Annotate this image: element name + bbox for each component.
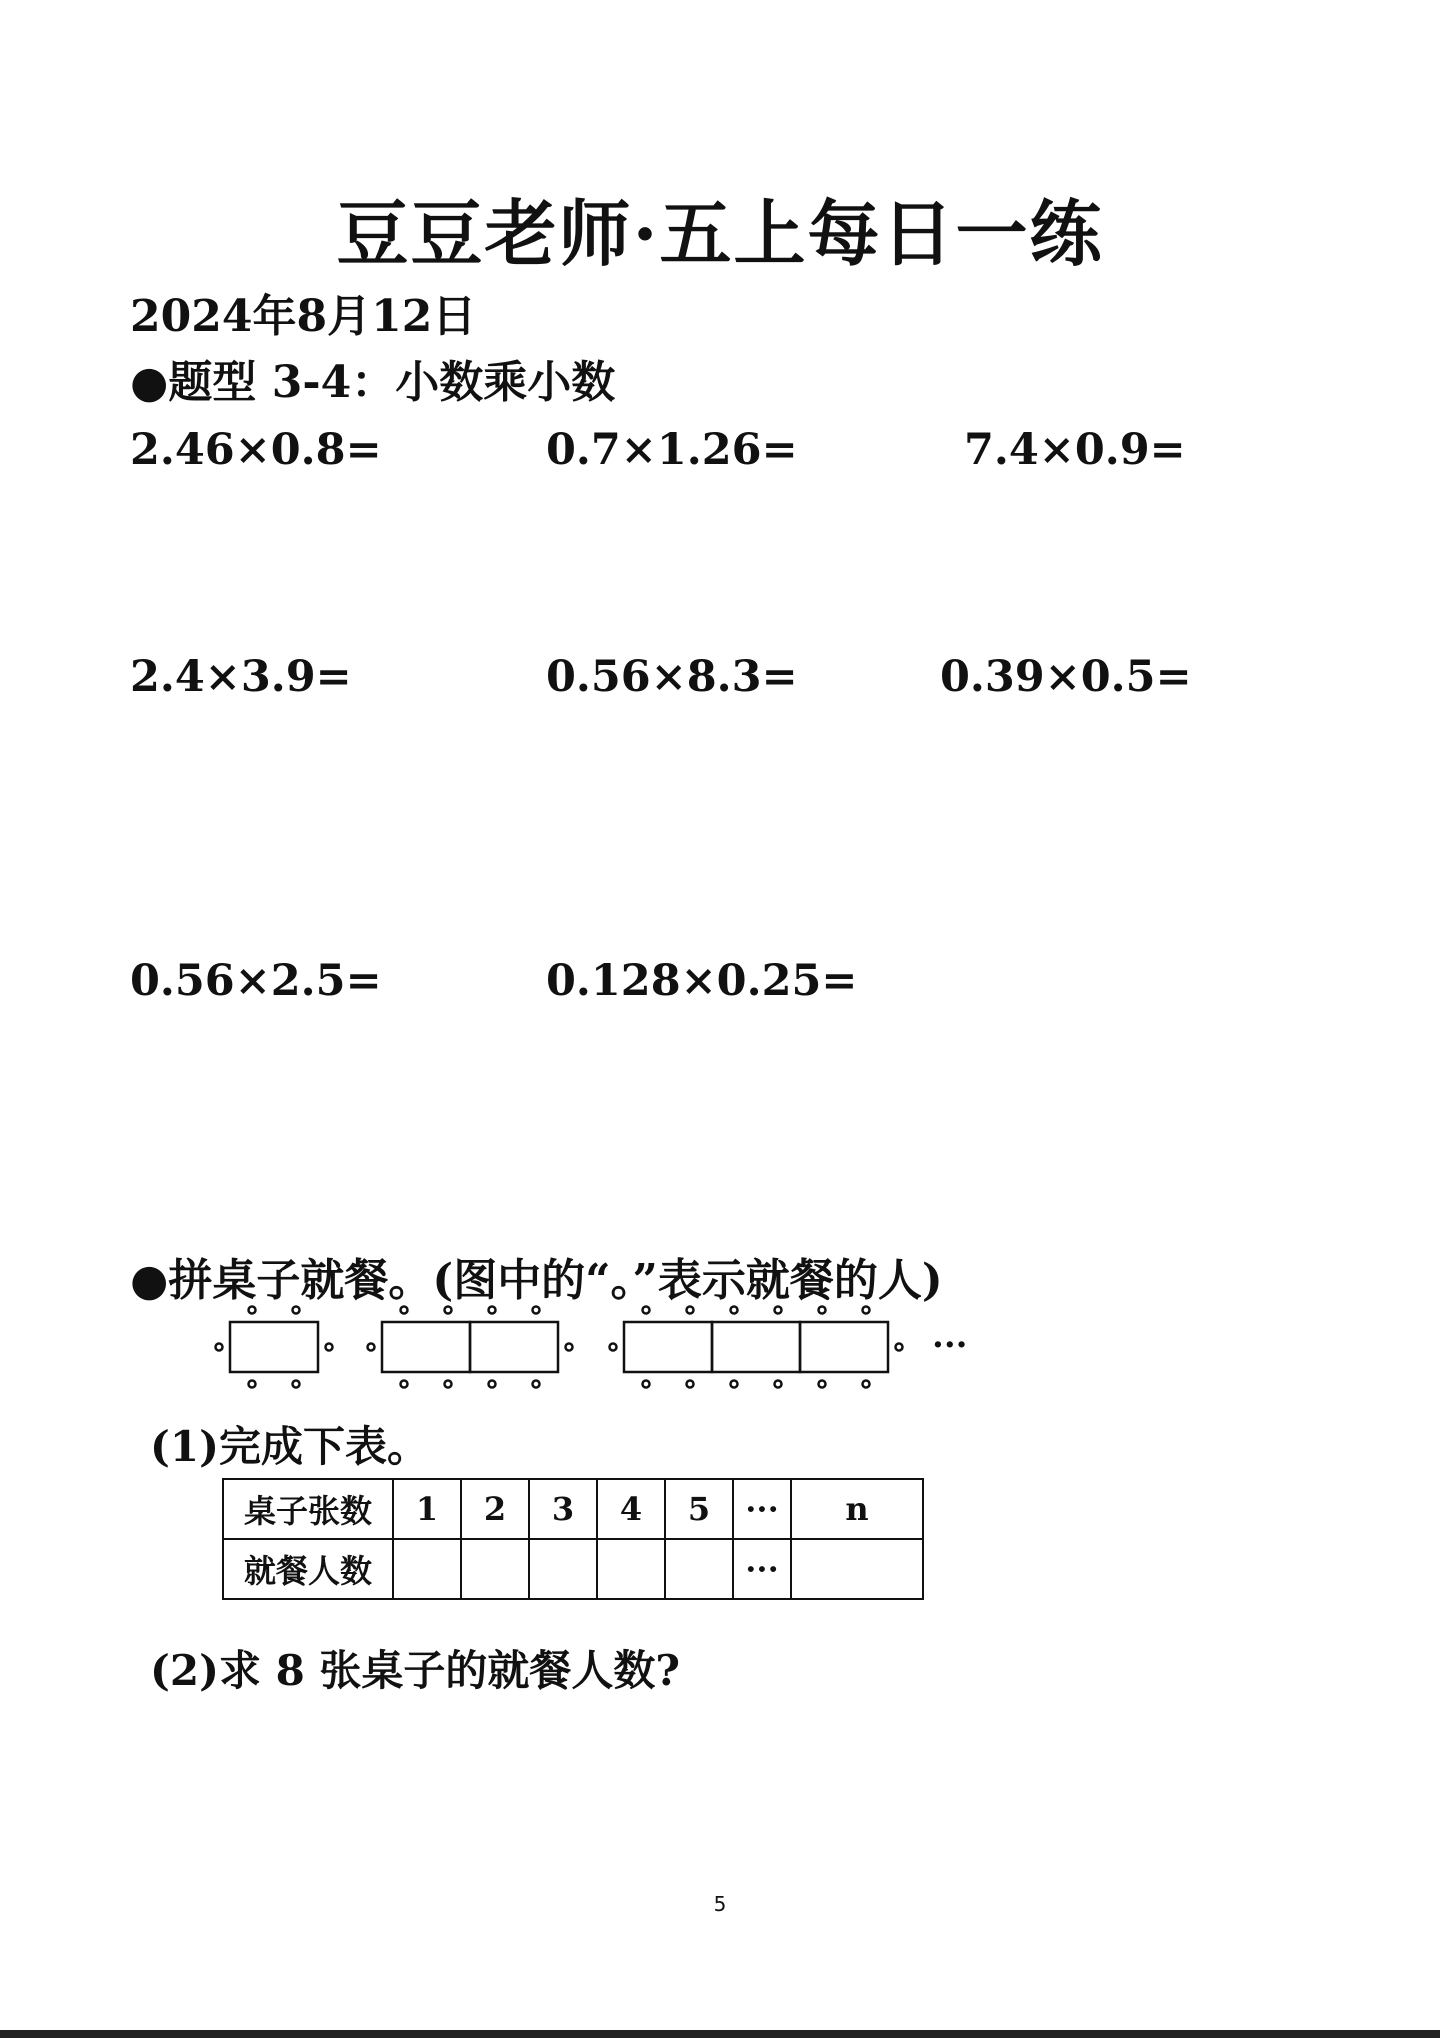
person-dot (216, 1344, 223, 1351)
question-1: (1)完成下表。 (150, 1422, 429, 1471)
table-rect (624, 1322, 712, 1372)
person-dot (731, 1307, 738, 1314)
seating-table (222, 1478, 924, 1600)
table-rect (230, 1322, 318, 1372)
person-dot (533, 1307, 540, 1314)
row-header-diners: 就餐人数 (223, 1539, 393, 1599)
table-seating-diagram (200, 1300, 1000, 1400)
bottom-edge-bar (0, 2030, 1440, 2038)
column-header: 1 (393, 1479, 461, 1539)
problem-2: 0.7×1.26= (546, 425, 798, 475)
problem-4: 2.4×3.9= (130, 652, 352, 702)
person-dot (249, 1307, 256, 1314)
person-dot (819, 1307, 826, 1314)
person-dot (401, 1307, 408, 1314)
person-dot (863, 1307, 870, 1314)
person-dot (687, 1381, 694, 1388)
column-header: 4 (597, 1479, 665, 1539)
row-header-tables: 桌子张数 (223, 1479, 393, 1539)
problem-5: 0.56×8.3= (546, 652, 798, 702)
problem-7: 0.56×2.5= (130, 956, 382, 1006)
answer-cell (665, 1539, 733, 1599)
answer-cell (791, 1539, 923, 1599)
column-header: 2 (461, 1479, 529, 1539)
problem-1: 2.46×0.8= (130, 425, 382, 475)
table-rect (470, 1322, 558, 1372)
problem-3: 7.4×0.9= (964, 425, 1186, 475)
table-rect (800, 1322, 888, 1372)
problem-6: 0.39×0.5= (940, 652, 1192, 702)
diagram-ellipsis: ··· (932, 1325, 968, 1365)
table-rect (382, 1322, 470, 1372)
page-number: 5 (713, 1892, 727, 1916)
column-header: ··· (733, 1479, 791, 1539)
ellipsis-cell: ··· (733, 1539, 791, 1599)
table-rect (712, 1322, 800, 1372)
person-dot (489, 1307, 496, 1314)
person-dot (643, 1307, 650, 1314)
person-dot (489, 1381, 496, 1388)
person-dot (249, 1381, 256, 1388)
person-dot (687, 1307, 694, 1314)
column-header: 3 (529, 1479, 597, 1539)
person-dot (445, 1307, 452, 1314)
date-line: 2024年8月12日 (130, 291, 477, 342)
person-dot (775, 1381, 782, 1388)
answer-cell (597, 1539, 665, 1599)
person-dot (293, 1381, 300, 1388)
section-heading-decimal-multiplication: ●题型 3-4：小数乘小数 (130, 357, 616, 408)
person-dot (445, 1381, 452, 1388)
person-dot (566, 1344, 573, 1351)
person-dot (293, 1307, 300, 1314)
answer-cell (393, 1539, 461, 1599)
person-dot (731, 1381, 738, 1388)
page-title: 豆豆老师·五上每日一练 (336, 191, 1104, 276)
person-dot (401, 1381, 408, 1388)
question-2: (2)求 8 张桌子的就餐人数? (150, 1646, 681, 1695)
person-dot (863, 1381, 870, 1388)
person-dot (326, 1344, 333, 1351)
answer-cell (461, 1539, 529, 1599)
answer-cell (529, 1539, 597, 1599)
person-dot (896, 1344, 903, 1351)
person-dot (819, 1381, 826, 1388)
section-heading-table-seating: ●拼桌子就餐。(图中的“。”表示就餐的人) (130, 1255, 943, 1306)
person-dot (533, 1381, 540, 1388)
person-dot (610, 1344, 617, 1351)
person-dot (368, 1344, 375, 1351)
person-dot (775, 1307, 782, 1314)
problem-8: 0.128×0.25= (546, 956, 858, 1006)
person-dot (643, 1381, 650, 1388)
table-row (223, 1479, 923, 1539)
column-header: 5 (665, 1479, 733, 1539)
table-row (223, 1539, 923, 1599)
column-header: n (791, 1479, 923, 1539)
